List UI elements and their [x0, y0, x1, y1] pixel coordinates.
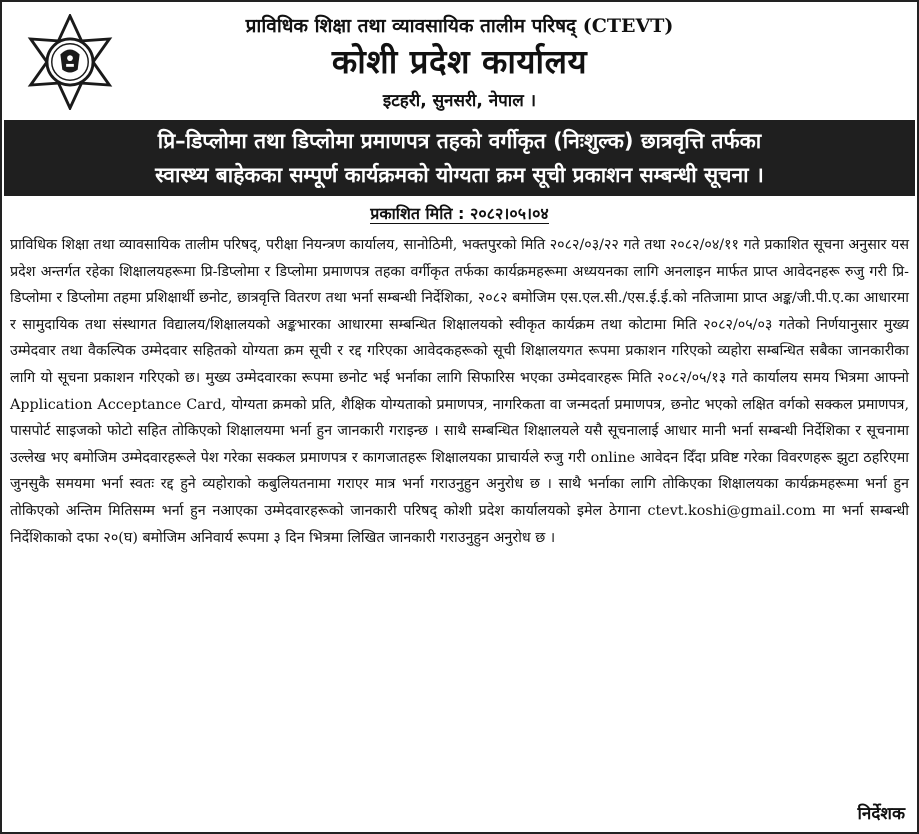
ctevt-star-emblem-icon	[22, 14, 118, 110]
council-name: प्राविधिक शिक्षा तथा व्यावसायिक तालीम परिषद् (CTEVT)	[245, 15, 674, 37]
notice-header	[2, 2, 917, 120]
signature-director: निर्देशक	[857, 804, 905, 824]
office-name: कोशी प्रदेश कार्यालय	[331, 42, 588, 81]
notice-title-line-1: प्रि–डिप्लोमा तथा डिप्लोमा प्रमाणपत्र तहको वर्गीकृत (निःशुल्क) छात्रवृत्ति तर्फका	[157, 129, 762, 153]
published-date-label: प्रकाशित मिति : २०८२।०५।०४	[370, 204, 549, 223]
notice-body-text: प्राविधिक शिक्षा तथा व्यावसायिक तालीम परिषद्, परीक्षा नियन्त्रण कार्यालय, सानोठिमी, भक्तपुरको मिति २०८२/०३/२२ गते तथा २०८२/०४/११ गते प्रकाशित सूचना अनुसार यस प्रदेश अन्तर्गत रहेका शिक्षालयहरूमा प्रि-डिप्लोमा र डिप्लोमा प्रमाणपत्र तहका वर्गीकृत तर्फका कार्यक्रमहरूमा अध्ययनका लागि अनलाइन मार्फत प्राप्त आवेदनहरू रुजु गरी प्रि-डिप्लोमा र डिप्लोमा तहमा प्रशिक्षार्थी छनोट, छात्रवृत्ति वितरण तथा भर्ना सम्बन्धी निर्देशिका, २०८२ बमोजिम एस.एल.सी./एस.ई.ई.को नतिजामा प्राप्त अङ्क/जी.पी.ए.का आधारमा र सामुदायिक तथा संस्थागत विद्यालय/शिक्षालयको अङ्कभारका आधारमा सम्बन्धित शिक्षालयको स्वीकृत कार्यक्रम तथा कोटामा मिति २०८२/०५/०३ गतेको निर्णयानुसार मुख्य उम्मेदवार तथा वैकल्पिक उम्मेदवार सहितको योग्यता क्रम सूची र रद्द गरिएका आवेदकहरूको सूची शिक्षालयगत रूपमा प्रकाशन गरिएको व्यहोरा सम्बन्धित सबैका जानकारीका लागि यो सूचना प्रकाशन गरिएको छ। मुख्य उम्मेदवारका रूपमा छनोट भई भर्नाका लागि सिफारिस भएका उम्मेदवारहरू मिति २०८२/०५/१३ गते कार्यालय समय भित्रमा आफ्नो Application Acceptance Card, योग्यता क्रमको प्रति, शैक्षिक योग्यताको प्रमाणपत्र, नागरिकता वा जन्मदर्ता प्रमाणपत्र, छनोट भएको लक्षित वर्गको सक्कल प्रमाणपत्र, पासपोर्ट साइजको फोटो सहित तोकिएको शिक्षालयमा भर्ना हुन जानकारी गराइन्छ । साथै सम्बन्धित शिक्षालयले यसै सूचनालाई आधार मानी भर्ना सम्बन्धी निर्देशिका र सूचनामा उल्लेख भए बमोजिम उम्मेदवारहरूले पेश गरेका सक्कल प्रमाणपत्र र कागजातहरू शिक्षालयका प्राचार्यले रुजु गरी online आवेदन दिँदा प्रविष्ट गरेका विवरणहरू झुटा ठहरिएमा जुनसुकै समयमा भर्ना स्वतः रद्द हुने व्यहोराको कबुलियतनामा गराएर मात्र भर्ना गराउनुहुन अनुरोध छ । साथै भर्नाका लागि तोकिएका शिक्षालयका कार्यक्रमहरूमा भर्ना हुन तोकिएको अन्तिम मितिसम्म भर्ना हुन नआएका उम्मेदवारहरूको जानकारी परिषद् कोशी प्रदेश कार्यालयको इमेल ठेगाना ctevt.koshi@gmail.com मा भर्ना सम्बन्धी निर्देशिकाको दफा २०(घ) बमोजिम अनिवार्य रूपमा ३ दिन भित्रमा लिखित जानकारी गराउनुहुन अनुरोध छ ।	[10, 237, 909, 546]
office-address: इटहरी, सुनसरी, नेपाल ।	[382, 91, 537, 111]
notice-title-line-2: स्वास्थ्य बाहेकका सम्पूर्ण कार्यक्रमको योग्यता क्रम सूची प्रकाशन सम्बन्धी सूचना ।	[155, 163, 764, 187]
notice-title-banner	[4, 120, 915, 196]
published-date	[2, 202, 917, 224]
